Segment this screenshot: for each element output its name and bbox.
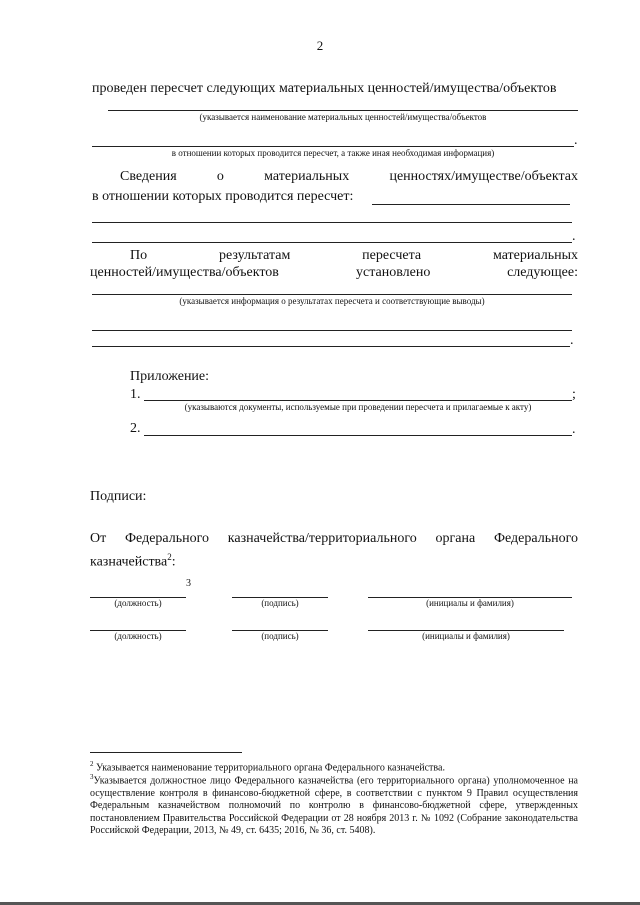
blank-line: [92, 222, 572, 223]
results-line1: [130, 247, 578, 265]
period-mark: .: [574, 133, 578, 148]
footnote-separator: [90, 752, 242, 753]
word: о: [216, 169, 224, 184]
results-left: ценностей/имущества/объектов: [90, 265, 279, 280]
period-mark: .: [572, 422, 576, 437]
word: материальных: [264, 169, 350, 184]
word: Сведения: [120, 169, 177, 184]
results-right: следующее:: [507, 265, 578, 280]
page-number: 2: [316, 38, 324, 53]
word: ценностях/имуществе/объектах: [389, 169, 578, 184]
blank-line: [92, 294, 572, 295]
appendix-title: Приложение:: [130, 369, 210, 384]
svedeniya-line1: [120, 168, 578, 186]
blank-line: [144, 435, 572, 436]
blank-line: [108, 110, 578, 111]
colon: :: [171, 554, 176, 570]
footnote-ref-2: 2: [167, 552, 172, 562]
word: Федерального: [493, 531, 578, 546]
footnote-3: [90, 771, 578, 838]
position-caption: (должность): [114, 631, 162, 641]
signature-caption: (подпись): [261, 598, 299, 608]
svedeniya-line2: в отношении которых проводится пересчет:: [92, 189, 354, 204]
position-caption: (должность): [114, 598, 162, 608]
word: органа: [435, 531, 476, 546]
signatures-title: Подписи:: [90, 489, 147, 504]
word: результатам: [218, 248, 291, 263]
blank-line: [372, 204, 570, 205]
from-line1: [90, 530, 578, 548]
word: пересчета: [362, 248, 422, 263]
blank-line: [92, 346, 570, 347]
blank-line: [92, 146, 574, 147]
results-mid: установлено: [356, 265, 431, 280]
blank-line: [144, 400, 572, 401]
word: По: [130, 248, 148, 263]
blank-line: [92, 242, 572, 243]
appendix-item-2: 2.: [130, 421, 141, 436]
footnote-2-mark: 2: [90, 760, 94, 768]
period-mark: .: [570, 333, 574, 348]
from-text: казначейства: [90, 554, 168, 570]
semicolon-mark: ;: [572, 387, 576, 402]
appendix-item-1: 1.: [130, 387, 141, 402]
initials-caption: (инициалы и фамилия): [426, 598, 514, 608]
word: материальных: [492, 248, 578, 263]
footnote-2-text: Указывается наименование территориального органа Федерального казначейства.: [93, 762, 445, 774]
from-line2: [90, 548, 176, 572]
footnote-3-mark: 3: [90, 773, 94, 781]
hint-recount: в отношении которых проводится пересчет, а также иная необходимая информация): [171, 148, 495, 158]
footnote-ref-3: 3: [186, 578, 191, 589]
word: От: [90, 531, 107, 546]
results-line2: [90, 264, 578, 282]
intro-line: проведен пересчет следующих материальных ценностей/имущества/объектов: [92, 81, 557, 96]
hint-results: (указывается информация о результатах пересчета и соответствующие выводы): [179, 296, 485, 306]
appendix-hint: (указываются документы, используемые при проведении пересчета и прилагаемые к акту): [184, 402, 532, 412]
word: казначейства/территориального: [227, 531, 417, 546]
signature-caption: (подпись): [261, 631, 299, 641]
period-mark: .: [572, 229, 576, 244]
word: Федерального: [125, 531, 210, 546]
initials-caption: (инициалы и фамилия): [422, 631, 510, 641]
blank-line: [92, 330, 572, 331]
footnote-3-text: Указывается должностное лицо Федерального казначейства (его территориального органа) уполномоченное на осуществление контроля в финансово-бюджетной сфере, в соответствии с пунктом 9 Правил осуществления Федеральным казначейством полномочий по контролю в финансово-бюджетной сфере, утвержденных постановлением Правительства Российской Федерации от 28 ноября 2013 г. № 1092 (Собрание законодательства Российской Федерации, 2013, № 49, ст. 6435; 2016, № 36, ст. 5408).: [90, 775, 578, 837]
hint-name: (указывается наименование материальных ценностей/имущества/объектов: [199, 112, 487, 122]
